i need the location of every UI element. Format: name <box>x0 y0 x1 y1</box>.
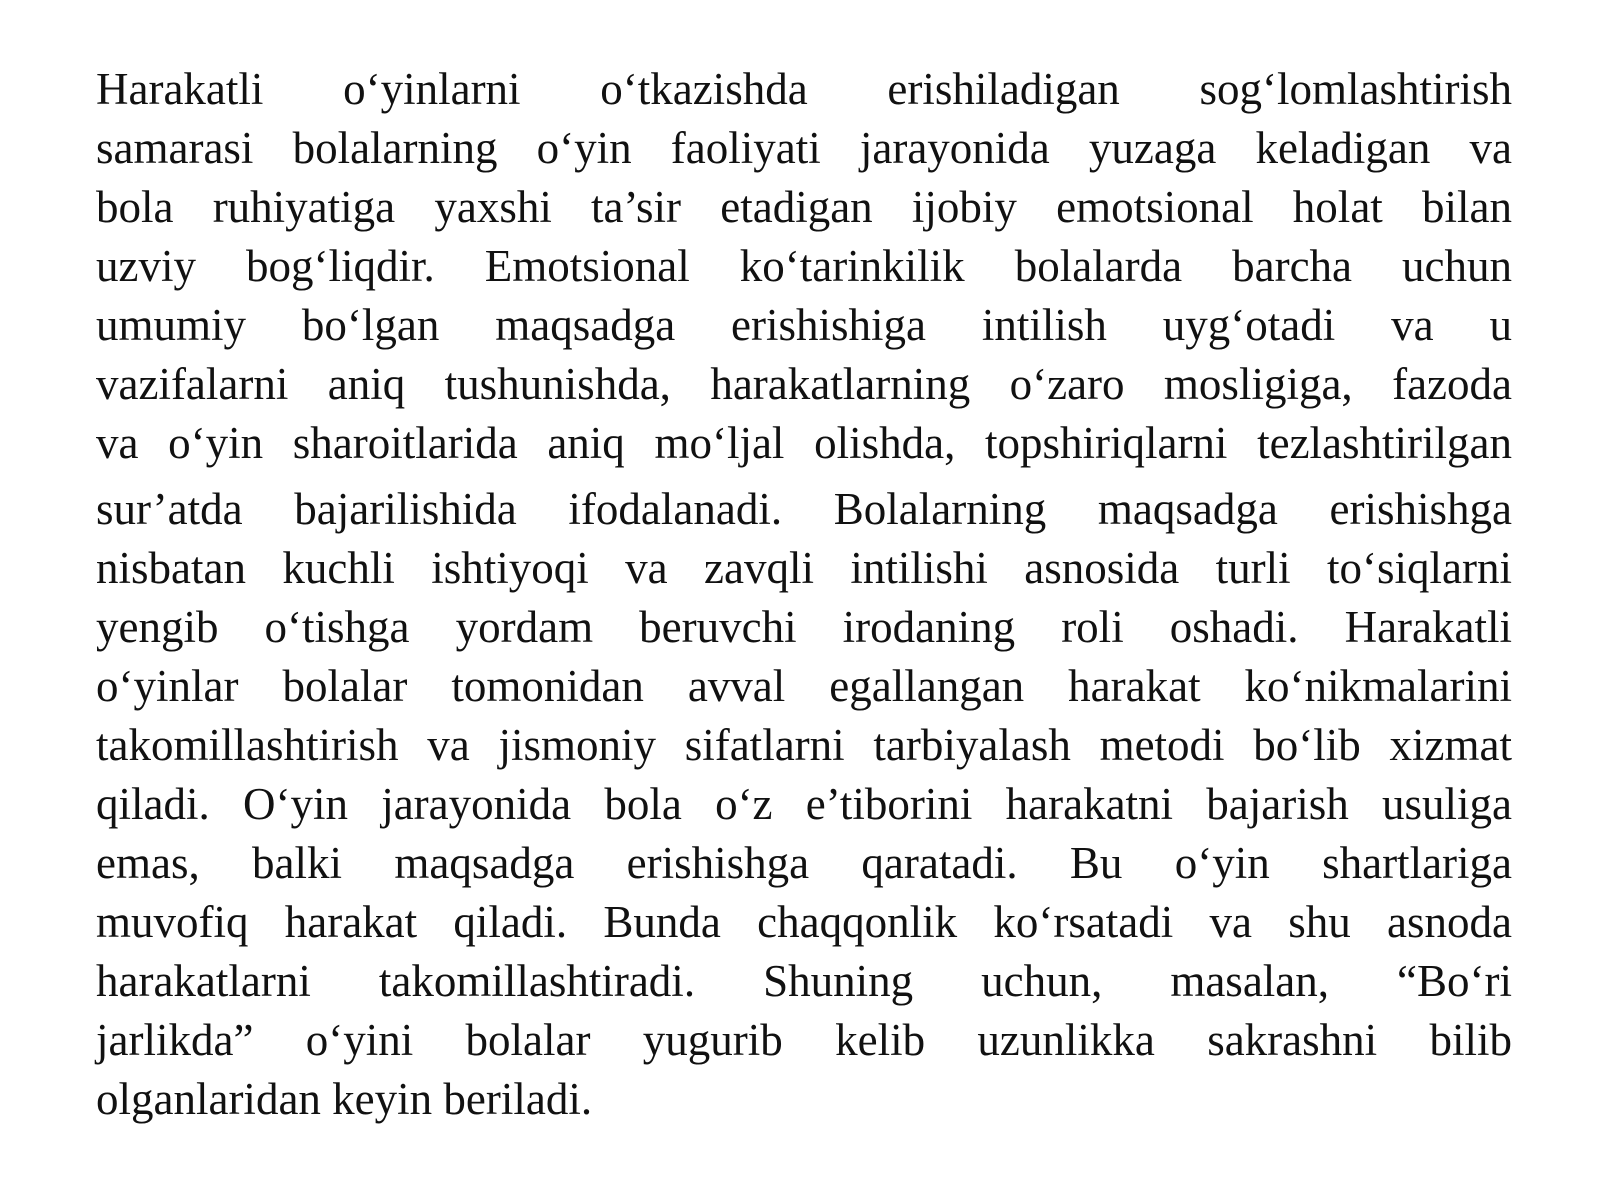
text-line-7: va o‘yin sharoitlarida aniq mo‘ljal olishda, topshiriqlarni tezlashtirilgan <box>96 418 1512 468</box>
text-line-6: vazifalarni aniq tushunishda, harakatlarning o‘zaro mosligiga, fazoda <box>96 359 1512 409</box>
text-line-9: nisbatan kuchli ishtiyoqi va zavqli intilishi asnosida turli to‘siqlarni <box>96 543 1512 593</box>
text-line-3: bola ruhiyatiga yaxshi ta’sir etadigan ijobiy emotsional holat bilan <box>96 182 1512 232</box>
body-paragraph <box>96 60 1512 1129</box>
text-line-11: o‘yinlar bolalar tomonidan avval egallangan harakat ko‘nikmalarini <box>96 661 1512 711</box>
text-line-8: sur’atda bajarilishida ifodalanadi. Bolalarning maqsadga erishishga <box>96 484 1512 534</box>
text-line-12: takomillashtirish va jismoniy sifatlarni tarbiyalash metodi bo‘lib xizmat <box>96 720 1512 770</box>
document-page <box>96 60 1512 1129</box>
text-line-4: uzviy bog‘liqdir. Emotsional ko‘tarinkilik bolalarda barcha uchun <box>96 241 1512 291</box>
text-line-1: Harakatli o‘yinlarni o‘tkazishda erishiladigan sog‘lomlashtirish <box>96 64 1512 114</box>
text-line-14: emas, balki maqsadga erishishga qaratadi. Bu o‘yin shartlariga <box>96 838 1512 888</box>
text-line-18: olganlaridan keyin beriladi. <box>96 1074 593 1124</box>
text-line-13: qiladi. O‘yin jarayonida bola o‘z e’tiborini harakatni bajarish usuliga <box>96 779 1512 829</box>
text-line-17: jarlikda” o‘yini bolalar yugurib kelib uzunlikka sakrashni bilib <box>96 1015 1512 1065</box>
text-line-2: samarasi bolalarning o‘yin faoliyati jarayonida yuzaga keladigan va <box>96 123 1512 173</box>
text-line-16: harakatlarni takomillashtiradi. Shuning uchun, masalan, “Bo‘ri <box>96 956 1512 1006</box>
text-line-10: yengib o‘tishga yordam beruvchi irodaning roli oshadi. Harakatli <box>96 602 1512 652</box>
text-line-15: muvofiq harakat qiladi. Bunda chaqqonlik ko‘rsatadi va shu asnoda <box>96 897 1512 947</box>
text-line-5: umumiy bo‘lgan maqsadga erishishiga intilish uyg‘otadi va u <box>96 300 1512 350</box>
